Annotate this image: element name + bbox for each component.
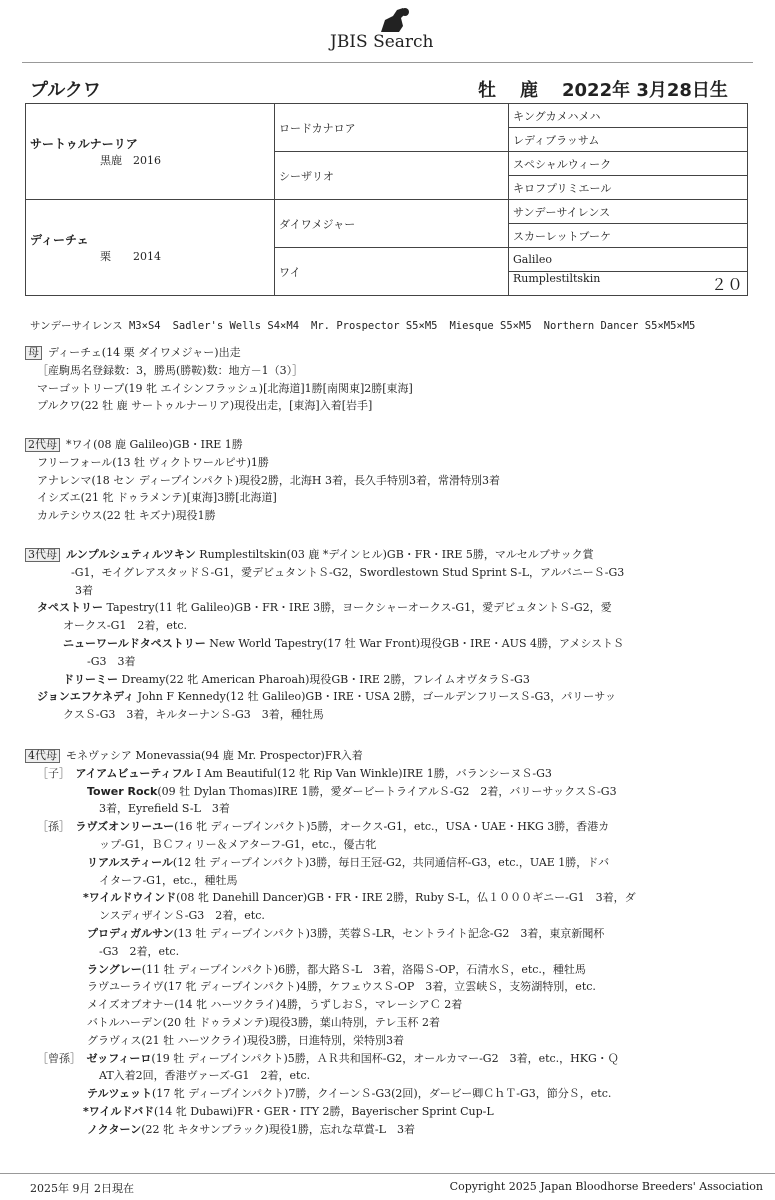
header-divider: [22, 62, 753, 63]
horse-bold: ラングレー: [87, 962, 142, 976]
line: (14 牝 Dubawi)FR・GER・ITY 2勝，Bayerischer Sprint Cup-L: [153, 1104, 494, 1118]
line: (19 牡 ディープインパクト)5勝，ＡＲ共和国杯-G2，オールカマー-G2 3着，etc.，HKG・Ｑ: [151, 1051, 619, 1065]
horse-bold: Tower Rock: [87, 784, 158, 798]
horse-bold: テルツェット: [87, 1087, 153, 1101]
pedigree-g2-1[interactable]: シーザリオ: [275, 152, 509, 200]
g3-7-name: Rumplestiltskin: [513, 272, 601, 285]
line: 3着: [75, 583, 93, 597]
section-g3: [25, 546, 624, 724]
pedigree-g3-2[interactable]: スペシャルウィーク: [509, 152, 748, 176]
horse-bold: *ワイルドウインド: [83, 891, 177, 905]
horse-bold: ニューワールドタペストリー: [63, 636, 206, 650]
horse-bold: ジョンエフケネディ: [37, 690, 135, 704]
cross-item: Sadler's Wells S4×M4: [172, 320, 300, 332]
cross-item: Northern Dancer S5×M5×M5: [543, 320, 696, 332]
horse-bold: ゼッフィーロ: [86, 1051, 152, 1065]
line: I Am Beautiful(12 牝 Rip Van Winkle)IRE 1勝，バランシーヌＳ-G3: [193, 766, 552, 780]
horse-bold: ルンプルシュティルツキン: [66, 548, 196, 561]
pedigree-g3-7[interactable]: [509, 272, 748, 296]
horse-bold: *ワイルドバド: [83, 1104, 154, 1118]
line: ［産駒馬名登録数：3，勝馬(勝鞍)数：地方－1（3）］: [37, 363, 304, 377]
line: モネヴァシア Monevassia(94 鹿 Mr. Prospector)FR入着: [66, 749, 363, 762]
line: グラヴィス(21 牡 ハーツクライ)現役3勝，日進特別，栄特別3着: [87, 1033, 405, 1047]
label-child: ［子］: [37, 766, 65, 780]
line: Tapestry(11 牝 Galileo)GB・FR・IRE 3勝，ヨークシャーオークス-G1，愛デビュタントＳ-G2，愛: [103, 601, 612, 615]
line: (08 牝 Danehill Dancer)GB・FR・IRE 2勝，Ruby S-L，仏１０００ギニー-G1 3着，ダ: [176, 891, 636, 905]
line: プルクワ(22 牡 鹿 サートゥルナーリア)現役出走，[東海]入着[岩手]: [37, 399, 373, 413]
line: マーゴットリープ(19 牝 エイシンフラッシュ)[北海道]1勝[南関東]2勝[東海]: [37, 381, 413, 395]
line: (17 牝 ディープインパクト)7勝，クイーンＳ-G3(2回)，ダービー卿ＣｈＴ-G3，節分Ｓ，etc.: [152, 1087, 612, 1101]
line: メイズオブオナー(14 牝 ハーツクライ)4勝，うずしおＳ，マレーシアＣ 2着: [87, 998, 463, 1012]
pedigree-g2-3[interactable]: ワイ: [275, 248, 509, 296]
line: カルテシウス(22 牡 キズナ)現役1勝: [37, 509, 216, 523]
cross-item: Miesque S5×M5: [449, 320, 532, 332]
inbreeding-crosses: [30, 318, 707, 333]
line: アナレンマ(18 セン ディープインパクト)現役2勝，北海H 3着，長久手特別3着，常滑特別3着: [37, 473, 500, 487]
horse-bold: タペストリー: [37, 601, 103, 615]
line: イターフ-G1，etc.，種牡馬: [99, 873, 238, 887]
pedigree-g2-2[interactable]: ダイワメジャー: [275, 200, 509, 248]
pedigree-g3-4[interactable]: サンデーサイレンス: [509, 200, 748, 224]
line: (12 牡 ディープインパクト)3勝，毎日王冠-G2，共同通信杯-G3，etc.，UAE 1勝，ドバ: [172, 855, 610, 869]
line: Dreamy(22 牝 American Pharoah)現役GB・IRE 2勝，フレイムオヴタラＳ-G3: [118, 672, 530, 686]
line: -G1，モイグレアスタッドＳ-G1，愛デビュタントＳ-G2，Swordlestown Stud Sprint S-L，アルバニーＳ-G3: [71, 565, 625, 579]
line: イシズエ(21 牝 ドゥラメンテ)[東海]3勝[北海道]: [37, 491, 277, 505]
line: (11 牡 ディープインパクト)6勝，都大路Ｓ-L 3着，洛陽Ｓ-OP，石清水Ｓ，etc.，種牡馬: [141, 962, 586, 976]
section-dam: [25, 344, 413, 415]
line: Rumplestiltskin(03 鹿 *デインヒル)GB・FR・IRE 5勝，マルセルブサック賞: [195, 548, 594, 561]
dam-info: 栗 2014: [100, 250, 161, 263]
line: ンスディザインＳ-G3 2着，etc.: [99, 909, 265, 923]
cross-item: Mr. Prospector S5×M5: [311, 320, 438, 332]
line: -G3 3着: [87, 654, 136, 668]
horse-bold: ノクターン: [87, 1122, 142, 1136]
horse-bold: リアルスティール: [87, 855, 173, 869]
horse-color: 鹿: [520, 80, 538, 101]
horse-bold: アイアムビューティフル: [75, 766, 194, 780]
line: ディーチェ(14 栗 ダイワメジャー)出走: [48, 346, 241, 359]
dam-name: ディーチェ: [30, 233, 89, 247]
sire-name: サートゥルナーリア: [30, 137, 138, 151]
pedigree-g2-0[interactable]: ロードカナロア: [275, 104, 509, 152]
pedigree-g3-0[interactable]: キングカメハメハ: [509, 104, 748, 128]
tag-g3: 3代母: [25, 548, 60, 562]
section-g4: [25, 747, 636, 1139]
tag-dam: 母: [25, 346, 42, 360]
line: AT入着2回，香港ヴァーズ-G1 2着，etc.: [99, 1069, 311, 1083]
horse-bold: プロディガルサン: [87, 926, 174, 940]
pedigree-g3-6[interactable]: Galileo: [509, 248, 748, 272]
sire-info: 黒鹿 2016: [100, 154, 161, 167]
tag-g4: 4代母: [25, 749, 60, 763]
line: *ワイ(08 鹿 Galileo)GB・IRE 1勝: [66, 438, 243, 451]
footer-divider: [0, 1173, 775, 1174]
footer-copyright: Copyright 2025 Japan Bloodhorse Breeders' Association: [449, 1180, 763, 1193]
tag-g2: 2代母: [25, 438, 60, 452]
line: (22 牝 キタサンブラック)現役1勝，忘れな草賞-L 3着: [141, 1122, 415, 1136]
label-greatgrand: ［曾孫］: [37, 1051, 76, 1065]
logo-text: JBIS Search: [330, 32, 434, 52]
horse-sex: 牡: [478, 80, 496, 101]
line: (16 牝 ディープインパクト)5勝，オークス-G1，etc.，USA・UAE・HKG 3勝，香港カ: [174, 820, 610, 834]
line: New World Tapestry(17 牡 War Front)現役GB・IRE・AUS 4勝，アメシストＳ: [205, 636, 624, 650]
line: 3着，Eyrefield S-L 3着: [99, 802, 230, 816]
line: クスＳ-G3 3着，キルターナンＳ-G3 3着，種牡馬: [63, 708, 324, 722]
label-grandchild: ［孫］: [37, 820, 65, 834]
horse-name: プルクワ: [30, 80, 101, 101]
pedigree-g3-1[interactable]: レディブラッサム: [509, 128, 748, 152]
horse-birth: 2022年 3月28日生: [562, 80, 728, 101]
line: ップ-G1，ＢＣフィリー＆メアターフ-G1，etc.，優古牝: [99, 837, 377, 851]
cross-item: サンデーサイレンス M3×S4: [30, 320, 161, 332]
section-g2: [25, 436, 500, 525]
footer-date: 2025年 9月 2日現在: [30, 1182, 134, 1195]
horse-meta: [478, 76, 752, 102]
pedigree-dam[interactable]: [26, 200, 275, 296]
jbis-logo[interactable]: [330, 6, 460, 54]
family-number: ２０: [710, 275, 743, 294]
horse-bold: ラヴズオンリーユー: [75, 820, 175, 834]
horse-rider-icon: [375, 6, 415, 34]
line: フリーフォール(13 牡 ヴィクトワールピサ)1勝: [37, 455, 269, 469]
line: (09 牡 Dylan Thomas)IRE 1勝，愛ダービートライアルＳ-G2 2着，バリーサックスＳ-G3: [157, 784, 617, 798]
pedigree-table: [25, 103, 748, 296]
line: John F Kennedy(12 牡 Galileo)GB・IRE・USA 2勝，ゴールデンフリースＳ-G3，パリーサッ: [134, 690, 617, 704]
horse-bold: ドリーミー: [63, 672, 118, 686]
line: (13 牡 ディープインパクト)3勝，芙蓉Ｓ-LR，セントライト記念-G2 3着，東京新聞杯: [173, 926, 605, 940]
pedigree-sire[interactable]: [26, 104, 275, 200]
line: -G3 2着，etc.: [99, 944, 180, 958]
pedigree-g3-3[interactable]: キロフプリミエール: [509, 176, 748, 200]
line: ラヴユーライヴ(17 牝 ディープインパクト)4勝，ケフェウスＳ-OP 3着，立雲峡Ｓ，支笏湖特別，etc.: [87, 980, 596, 994]
pedigree-g3-5[interactable]: スカーレットブーケ: [509, 224, 748, 248]
line: オークス-G1 2着，etc.: [63, 619, 187, 633]
line: バトルハーデン(20 牡 ドゥラメンテ)現役3勝，葉山特別，テレ玉杯 2着: [87, 1015, 441, 1029]
